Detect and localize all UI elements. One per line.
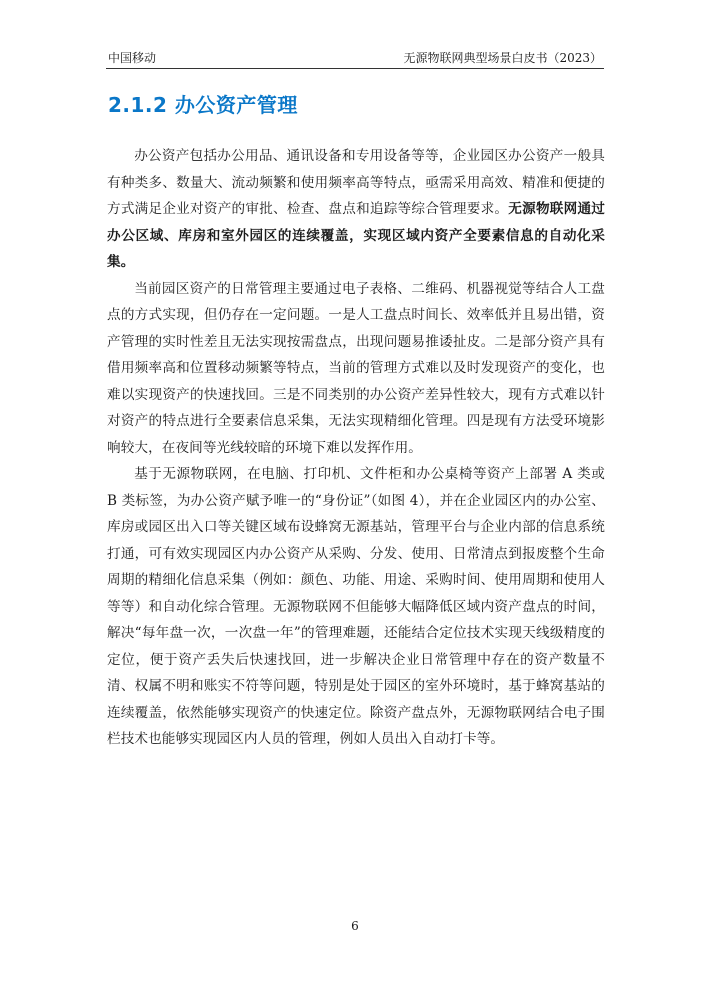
section-title: 办公资产管理 bbox=[174, 93, 298, 117]
header-document-title: 无源物联网典型场景白皮书（2023） bbox=[403, 51, 602, 65]
body-text bbox=[107, 143, 605, 753]
section-number: 2.1.2 bbox=[108, 93, 168, 117]
paragraph-1 bbox=[107, 143, 605, 276]
paragraph-2 bbox=[107, 276, 605, 462]
paragraph-3 bbox=[107, 461, 605, 753]
paragraph-3-text: 基于无源物联网，在电脑、打印机、文件柜和办公桌椅等资产上部署 A 类或 B 类标签，为办公资产赋予唯一的“身份证”（如图 4），并在企业园区内的办公室、库房或园区出入口等关键区域布设蜂窝无源基站，管理平台与企业内部的信息系统打通，可有效实现园区内办公资产从采购、分发、使用、日常清点到报废整个生命周期的精细化信息采集（例如：颜色、功能、用途、采购时间、使用周期和使用人等等）和自动化综合管理。无源物联网不但能够大幅降低区域内资产盘点的时间，解决“每年盘一次，一次盘一年”的管理难题，还能结合定位技术实现天线级精度的定位，便于资产丢失后快速找回，进一步解决企业日常管理中存在的资产数量不清、权属不明和账实不符等问题，特别是处于园区的室外环境时，基于蜂窝基站的连续覆盖，依然能够实现资产的快速定位。除资产盘点外，无源物联网结合电子围栏技术也能够实现园区内人员的管理，例如人员出入自动打卡等。 bbox=[107, 466, 605, 747]
paragraph-1-text: 办公资产包括办公用品、通讯设备和专用设备等等，企业园区办公资产一般具有种类多、数量大、流动频繁和使用频率高等特点，亟需采用高效、精准和便捷的方式满足企业对资产的审批、检查、盘点和追踪等综合管理要求。 bbox=[107, 148, 605, 217]
page-number: 6 bbox=[351, 919, 359, 933]
header-company: 中国移动 bbox=[108, 51, 157, 65]
paragraph-1-bold-text: 无源物联网通过办公区域、库房和室外园区的连续覆盖，实现区域内资产全要素信息的自动化采集。 bbox=[107, 201, 605, 270]
paragraph-2-text: 当前园区资产的日常管理主要通过电子表格、二维码、机器视觉等结合人工盘点的方式实现，但仍存在一定问题。一是人工盘点时间长、效率低并且易出错，资产管理的实时性差且无法实现按需盘点，出现问题易推诿扯皮。二是部分资产具有借用频率高和位置移动频繁等特点，当前的管理方式难以及时发现资产的变化，也难以实现资产的快速找回。三是不同类别的办公资产差异性较大，现有方式难以针对资产的特点进行全要素信息采集，无法实现精细化管理。四是现有方法受环境影响较大，在夜间等光线较暗的环境下难以发挥作用。 bbox=[107, 280, 605, 456]
header-divider bbox=[106, 68, 604, 69]
section-heading bbox=[108, 89, 298, 118]
